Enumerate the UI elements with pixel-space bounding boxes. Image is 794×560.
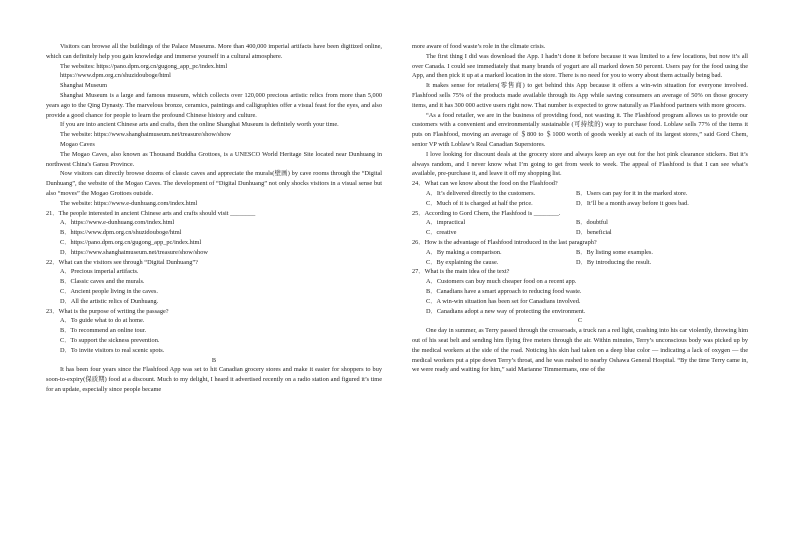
paragraph: The first thing I did was download the App. I hadn’t done it before because it was limited to a few locations, but now it’s all over Canada. I could see immediately that many brands of yogurt are all marked down 50 percent. Users pay for the food using the App, and then pick it up at a marked location in the store. There is no need for you to worry about them actually being bad. <box>412 52 748 80</box>
question: 24．What can we know about the food on the Flashfood? <box>412 180 558 188</box>
question: 23．What is the purpose of writing the passage? <box>46 307 169 315</box>
text-line: The website: https://www.e-dunhuang.com/index.html <box>60 199 198 207</box>
option-text: A．https://www.e-dunhuang.com/index.html <box>60 219 175 227</box>
option-text: D．By introducing the result. <box>576 258 652 266</box>
text-line: Mogao Caves <box>60 140 95 148</box>
paragraph: It makes sense for retailers(零售商) to get behind this App because it offers a win-win situation for everyone involved. Flashfood sells 75% of the products made available through its App while saving consumers an average of 50% on those grocery items, and it has 300 000 active users right now. That number is expected to grow naturally as Flashfood partners with more grocers. <box>412 82 748 109</box>
left-column <box>46 42 382 395</box>
paragraph: If you are into ancient Chinese arts and crafts, then the online Shanghai Museum is definitely worth your time. <box>60 121 339 129</box>
option-text: A．impractical <box>426 219 466 227</box>
text-line: The website: https://www.shanghaimuseum.net/treasure/show/show <box>60 131 231 139</box>
question: 22．What can the visitors see through “Digital Dunhuang”? <box>46 258 198 266</box>
option-text: B．doubtful <box>576 219 608 227</box>
option-row <box>412 228 748 238</box>
question: 25．According to Gord Chem, the Flashfood is ________. <box>412 209 561 217</box>
option-text: D．It’ll be a month away before it goes bad. <box>576 199 689 207</box>
option-text: C．By explaining the cause. <box>426 258 499 266</box>
paragraph: Now visitors can directly browse dozens of classic caves and appreciate the murals(壁画) by cave rooms through the “Digital Dunhuang”, the website of the Mogao Caves. The development of “Digital Dunhuang” not only shocks visitors in a visual sense but also “moves” the Mogao Grottoes outside. <box>46 170 382 197</box>
paragraph: One day in summer, as Terry passed through the crossroads, a truck ran a red light, crashing into his car violently, throwing him out of his seat belt and sending him flying five meters through the air. Within minutes, Terry’s unconscious body was picked up by the medical workers at the side of the road. Noticing his skin had taken on a deep blue color — indicating a lack of oxygen — the medical workers put a pipe down Terry’s throat, and he was rushed to nearby Oshawa General Hospital. “By the time Terry came in, we were ready and waiting for him,” said Marianne Timmermans, one of the <box>412 327 748 374</box>
option-text: C．To support the sickness prevention. <box>60 336 160 344</box>
option-text: C．A win-win situation has been set for Canadians involved. <box>426 297 581 305</box>
option-text: A．Customers can buy much cheaper food on a recent app. <box>426 278 577 286</box>
option-text: B．Users can pay for it in the marked store. <box>576 189 688 197</box>
option-text: D．All the artistic relics of Dunhuang. <box>60 297 159 305</box>
option-row <box>412 218 748 228</box>
option-text: C．Much of it is charged at half the price. <box>426 199 533 207</box>
option-text: C．creative <box>426 229 457 237</box>
option-text: A．To guide what to do at home. <box>60 317 145 325</box>
text-line: The websites: https://pano.dpm.org.cn/gugong_app_pc/index.html <box>60 62 228 70</box>
paragraph: more aware of food waste’s role in the climate crisis. <box>412 43 546 50</box>
option-row <box>412 199 748 209</box>
paragraph: Shanghai Museum is a large and famous museum, which collects over 120,000 precious artistic relics from more than 5,000 years ago to the Qing Dynasty. The marvelous bronze, ceramics, paintings and calligraphies offer a visual feast for the eyes, and also provide a good chance for people to learn the profound Chinese history and culture. <box>46 91 382 119</box>
option-text: A．It’s delivered directly to the customers. <box>426 189 536 197</box>
question: 21．The people interested in ancient Chinese arts and crafts should visit ________ <box>46 209 256 217</box>
paragraph: I love looking for discount deals at the grocery store and always keep an eye out for the hot pink clearance stickers. But it’s always random, and I never know what I’m going to get from week to week. The appeal of Flashfood is that I can see what’s available, pre-purchase it, and leave it off my shopping list. <box>412 150 748 178</box>
question: 27．What is the main idea of the text? <box>412 268 510 276</box>
option-text: A．Precious imperial artifacts. <box>60 268 139 276</box>
option-text: D．beneficial <box>576 229 612 237</box>
paragraph: Visitors can browse all the buildings of the Palace Museums. More than 400,000 imperial artifacts have been digitized online, which can definitely help you gain knowledge and immerse yourself in a cultural atmosphere. <box>46 43 382 60</box>
option-text: D．To invite visitors to real scenic spots. <box>60 346 165 354</box>
option-text: D．https://www.shanghaimuseum.net/treasure/show/show <box>60 248 208 256</box>
option-text: B．To recommend an online tour. <box>60 327 147 335</box>
option-text: B．https://www.dpm.org.cn/shuzidouboge/html <box>60 229 182 237</box>
paragraph: “As a food retailer, we are in the business of providing food, not wasting it. The Flashfood program allows us to provide our customers with a convenient and environmentally sustainable (可持续的) way to purchase food. Loblaw sells 77% of the items it puts on Flashfood, moving an average of ＄800 to ＄1000 worth of goods weekly at each of its largest stores,” said Gord Chem, senior VP with Loblaw’s Real Canadian Superstores. <box>412 111 748 148</box>
option-row <box>412 248 748 258</box>
option-row <box>412 189 748 199</box>
text-line: https://www.dpm.org.cn/shuzidouboge/html <box>60 72 171 80</box>
option-text: D．Canadians adopt a new way of protecting the environment. <box>426 307 586 315</box>
option-text: B．Classic caves and the murals. <box>60 278 145 286</box>
section-letter: C <box>577 317 583 325</box>
section-letter: B <box>211 356 217 364</box>
paragraph: The Mogao Caves, also known as Thousand Buddha Grottoes, is a UNESCO World Heritage Site located near Dunhuang in northwest China's Gansu Province. <box>46 150 382 168</box>
option-text: B．Canadians have a smart approach to reducing food waste. <box>426 287 582 295</box>
option-text: B．By listing some examples. <box>576 248 653 256</box>
right-column <box>412 42 748 375</box>
option-text: C．Ancient people living in the caves. <box>60 287 158 295</box>
option-text: C．https://pano.dpm.org.cn/gugong_app_pc/index.html <box>60 238 202 246</box>
question: 26．How is the advantage of Flashfood introduced in the last paragraph? <box>412 238 597 246</box>
option-row <box>412 258 748 268</box>
option-text: A．By making a comparison. <box>426 248 502 256</box>
text-line: Shanghai Museum <box>60 82 108 90</box>
paragraph: It has been four years since the Flashfood App was set to hit Canadian grocery stores and make it easier for shoppers to buy soon-to-expiry(保质期) food at a discount. Much to my delight, I heard it advertised recently on a radio station and figured it’s time for an update, especially since people became <box>46 366 382 393</box>
